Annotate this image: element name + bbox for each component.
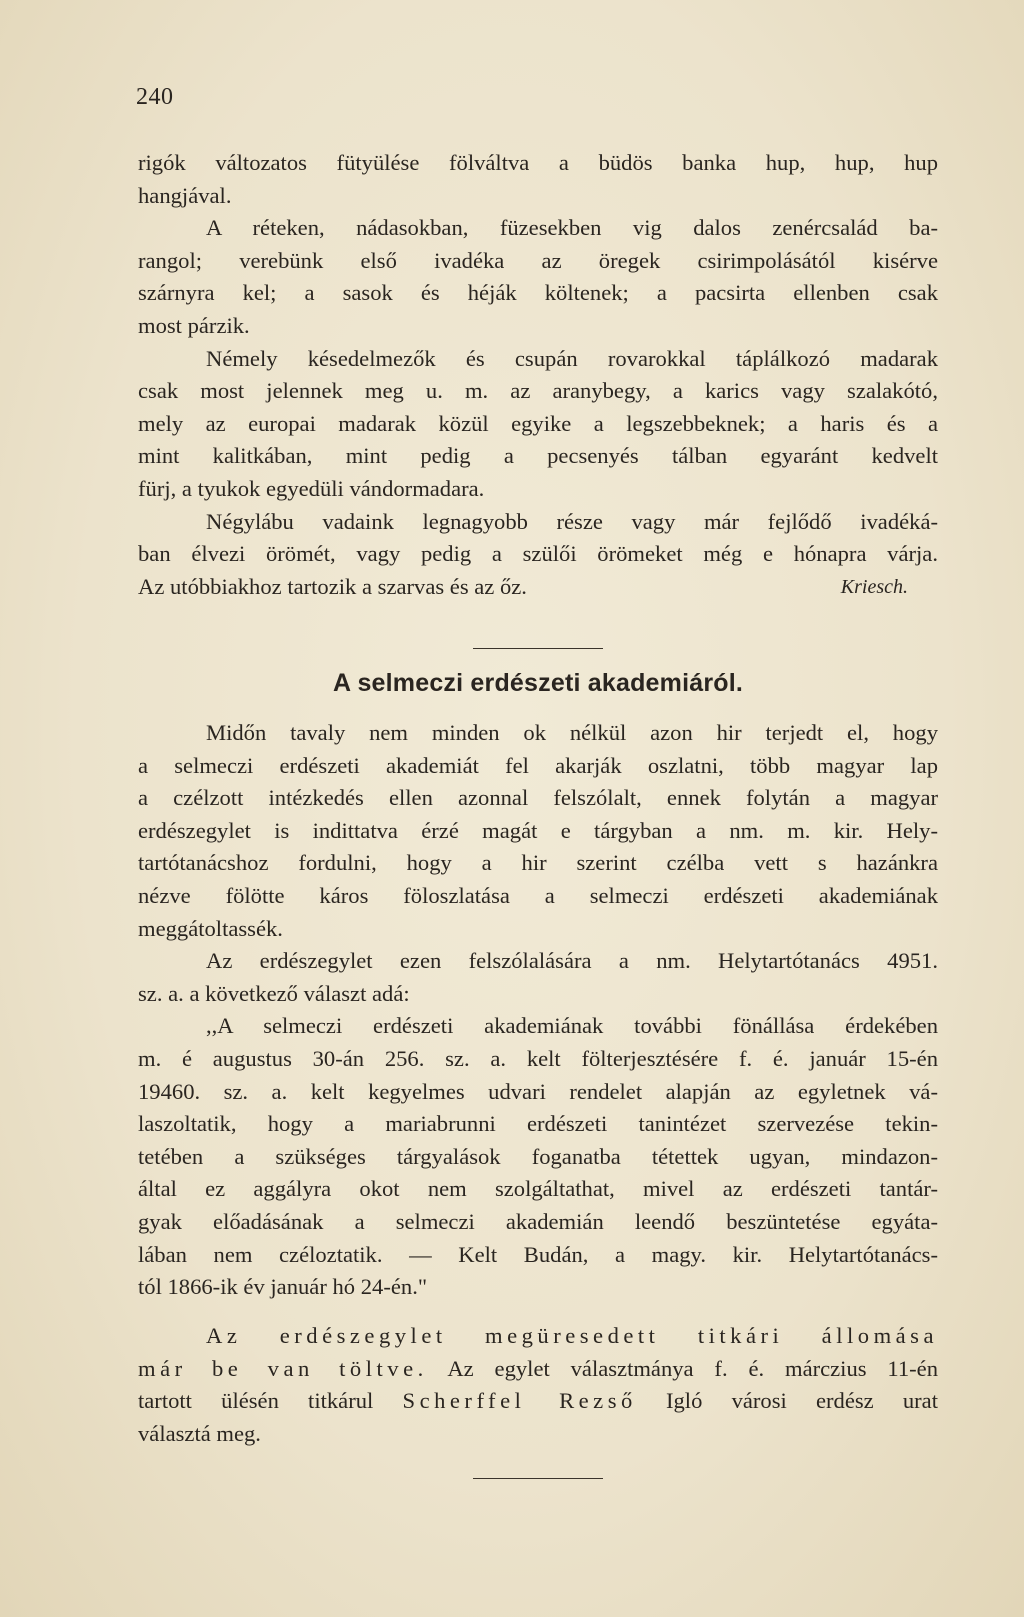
text-line: A réteken, nádasokban, füzesekben vig dalos zenércsalád ba-: [206, 215, 938, 241]
text-line: Az utóbbiakhoz tartozik a szarvas és az őz.: [138, 573, 527, 599]
text-line: lában nem czéloztatik. — Kelt Budán, a magy. kir. Helytartótanács-: [138, 1241, 938, 1267]
signature-line: [138, 571, 938, 604]
text-line: most párzik.: [138, 312, 250, 338]
text-line: tartótanácshoz fordulni, hogy a hir szerint czélba vett s hazánkra: [138, 850, 938, 876]
text-line: a czélzott intézkedés ellen azonnal felszólalt, ennek folytán a magyar: [138, 785, 938, 811]
text-line: által ez aggályra okot nem szolgáltathat, mivel az erdészeti tantár-: [138, 1176, 938, 1202]
person-name: Scherffel Rezső: [402, 1388, 637, 1414]
text-line: fürj, a tyukok egyedüli vándormadara.: [138, 475, 485, 501]
text-line: tetében a szükséges tárgyalások foganatba tétettek ugyan, mindazon-: [138, 1143, 938, 1169]
spaced-text: Az erdészegylet megüresedett titkári állomása: [206, 1323, 938, 1348]
text-line: meggátoltassék.: [138, 915, 283, 941]
text-line: m. é augustus 30-án 256. sz. a. kelt fölterjesztésére f. é. január 15-én: [138, 1045, 938, 1071]
text-line: laszoltatik, hogy a mariabrunni erdészeti tanintézet szervezése tekin-: [138, 1111, 938, 1137]
text-line: választá meg.: [138, 1420, 261, 1446]
text-line: Az erdészegylet ezen felszólalására a nm. Helytartótanács 4951.: [206, 948, 938, 974]
text-fragment: tartott ülésén titkárul: [138, 1388, 403, 1414]
page-number: 240: [136, 84, 174, 110]
text-fragment: Igló városi erdész urat: [636, 1388, 938, 1414]
section-heading: A selmeczi erdészeti akademiáról.: [332, 669, 744, 697]
text-line: mely az europai madarak közül egyike a legszebbeknek; a haris és a: [138, 410, 938, 436]
text-line: gyak előadásának a selmeczi akademián leendő beszüntetése egyáta-: [138, 1208, 938, 1234]
text-line: hangjával.: [138, 182, 232, 208]
section-academy: [138, 717, 938, 1304]
text-line: rangol; verebünk első ivadéka az öregek csirimpolásától kisérve: [138, 247, 938, 273]
text-line: szárnyra kel; a sasok és héják költenek; a pacsirta ellenben csak: [138, 280, 938, 306]
text-line: 19460. sz. a. kelt kegyelmes udvari rendelet alapján az egyletnek vá-: [138, 1078, 938, 1104]
text-fragment: Az egylet választmánya f. é. márczius 11-én: [427, 1355, 939, 1381]
section-divider: [473, 648, 603, 649]
text-line: Némely késedelmezők és csupán rovarokkal táplálkozó madarak: [206, 345, 938, 371]
section-birds: [138, 147, 938, 603]
author-signature: Kriesch.: [840, 575, 908, 598]
section-secretary: [138, 1320, 938, 1450]
text-line: nézve fölötte káros föloszlatása a selmeczi erdészeti akademiának: [138, 882, 938, 908]
text-line: ban élvezi örömét, vagy pedig a szülői örömeket még e hónapra várja.: [138, 541, 938, 567]
text-line: ,,A selmeczi erdészeti akademiának további fönállása érdekében: [206, 1013, 938, 1039]
text-line: csak most jelennek meg u. m. az aranybegy, a karics vagy szalakótó,: [138, 378, 938, 404]
end-divider: [473, 1478, 603, 1479]
spaced-text: már be van töltve.: [138, 1355, 428, 1381]
text-line: sz. a. a következő választ adá:: [138, 980, 410, 1006]
text-line: rigók változatos fütyülése fölváltva a büdös banka hup, hup, hup: [138, 150, 938, 175]
text-line: Midőn tavaly nem minden ok nélkül azon hir terjedt el, hogy: [206, 720, 938, 745]
text-line: [138, 1385, 938, 1418]
text-line: mint kalitkában, mint pedig a pecsenyés tálban egyaránt kedvelt: [138, 443, 938, 469]
text-line: a selmeczi erdészeti akademiát fel akarják oszlatni, több magyar lap: [138, 752, 938, 778]
text-line: [138, 1320, 938, 1353]
text-line: tól 1866-ik év január hó 24-én.": [138, 1274, 428, 1300]
text-line: Négylábu vadaink legnagyobb része vagy már fejlődő ivadéká-: [206, 508, 938, 534]
text-line: erdészegylet is indittatva érzé magát e tárgyban a nm. m. kir. Hely-: [138, 817, 938, 843]
text-line: [138, 1353, 938, 1386]
